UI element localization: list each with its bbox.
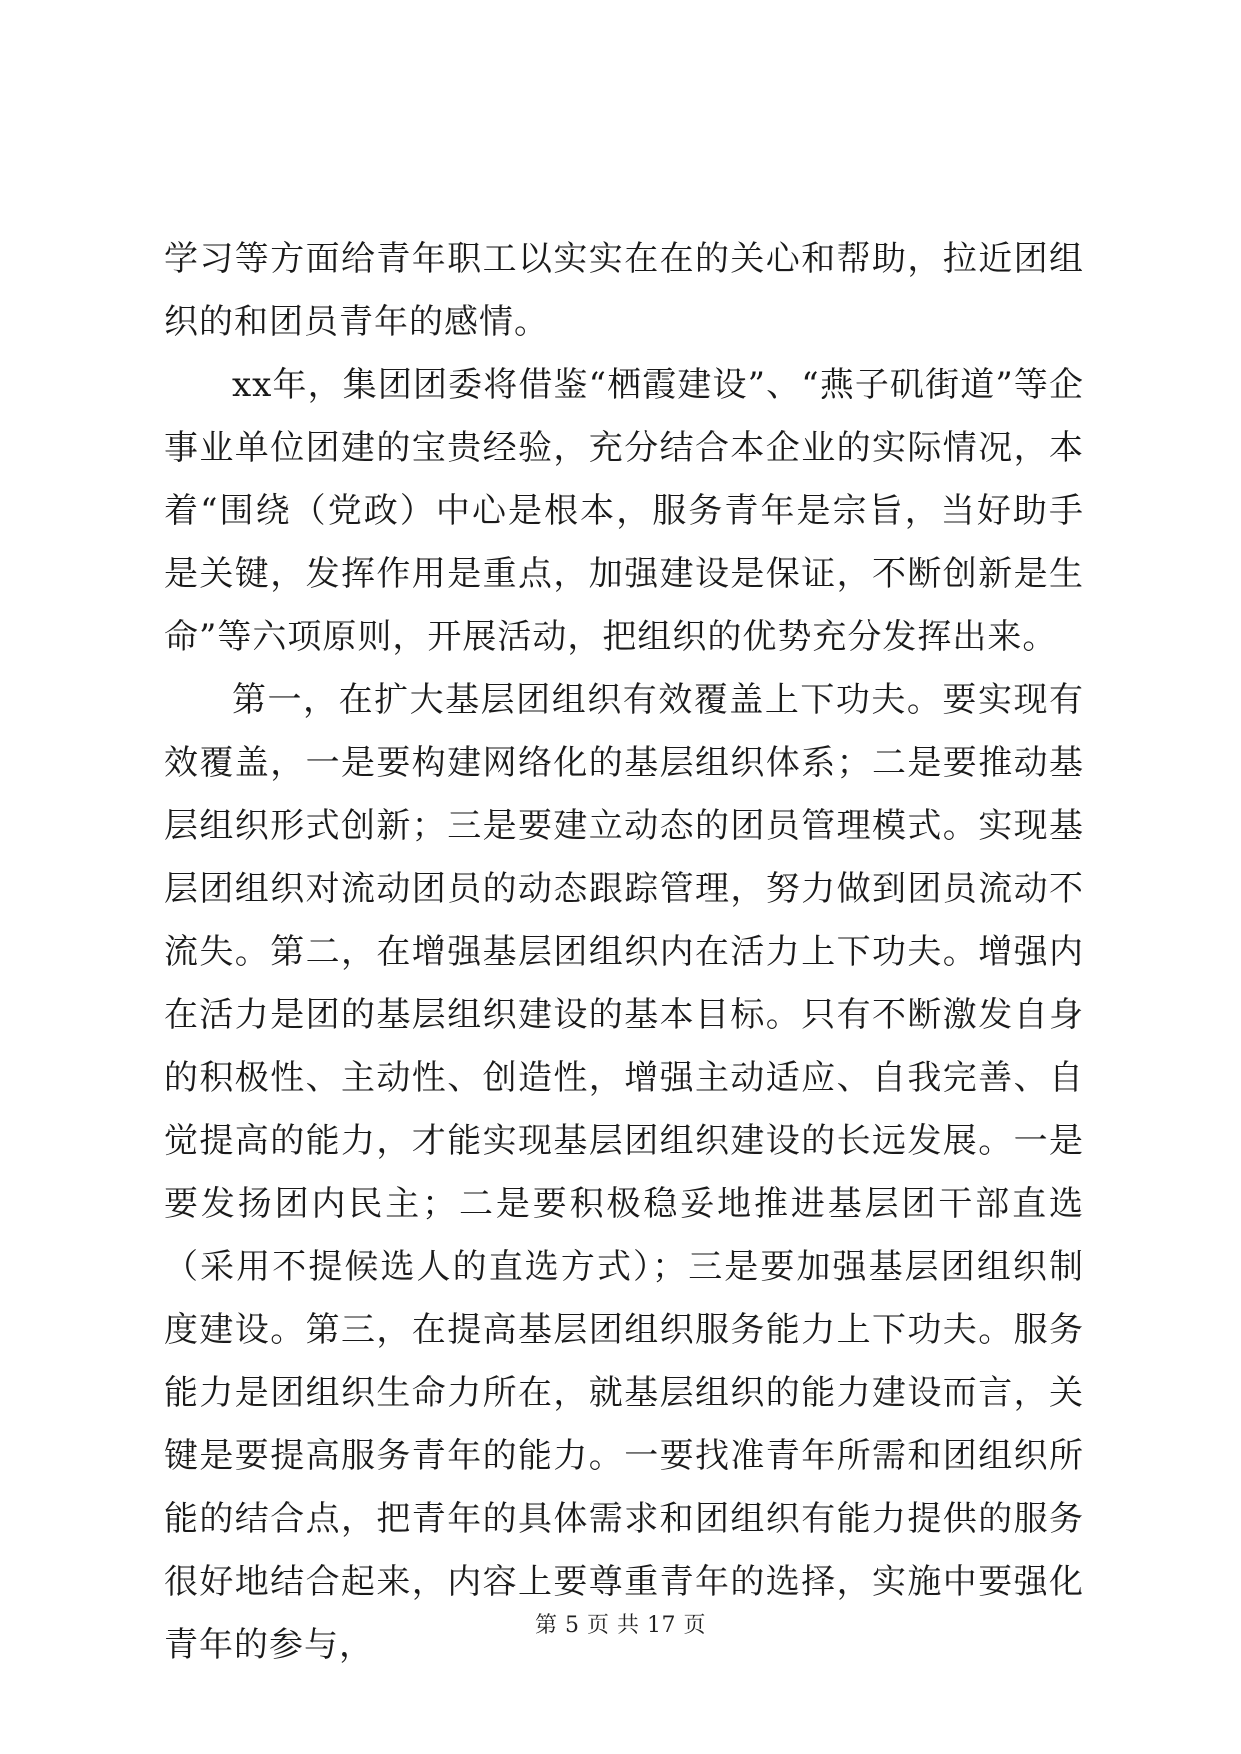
paragraph-1: 学习等方面给青年职工以实实在在的关心和帮助，拉近团组织的和团员青年的感情。 — [164, 239, 1084, 342]
page-number-footer: 第 5 页 共 17 页 — [535, 1613, 706, 1638]
body-text — [164, 228, 1084, 1677]
paragraph-2: xx年，集团团委将借鉴“栖霞建设”、“燕子矶街道”等企事业单位团建的宝贵经验，充分结合本企业的实际情况，本着“围绕（党政）中心是根本，服务青年是宗旨，当好助手是关键，发挥作用是重点，加强建设是保证，不断创新是生命”等六项原则，开展活动，把组织的优势充分发挥出来。 — [164, 365, 1084, 657]
paragraph-3: 第一，在扩大基层团组织有效覆盖上下功夫。要实现有效覆盖，一是要构建网络化的基层组织体系；二是要推动基层组织形式创新；三是要建立动态的团员管理模式。实现基层团组织对流动团员的动态跟踪管理，努力做到团员流动不流失。第二，在增强基层团组织内在活力上下功夫。增强内在活力是团的基层组织建设的基本目标。只有不断激发自身的积极性、主动性、创造性，增强主动适应、自我完善、自觉提高的能力，才能实现基层团组织建设的长远发展。一是要发扬团内民主；二是要积极稳妥地推进基层团干部直选（采用不提候选人的直选方式）；三是要加强基层团组织制度建设。第三，在提高基层团组织服务能力上下功夫。服务能力是团组织生命力所在，就基层组织的能力建设而言，关键是要提高服务青年的能力。一要找准青年所需和团组织所能的结合点，把青年的具体需求和团组织有能力提供的服务很好地结合起来，内容上要尊重青年的选择，实施中要强化青年的参与， — [164, 680, 1084, 1665]
